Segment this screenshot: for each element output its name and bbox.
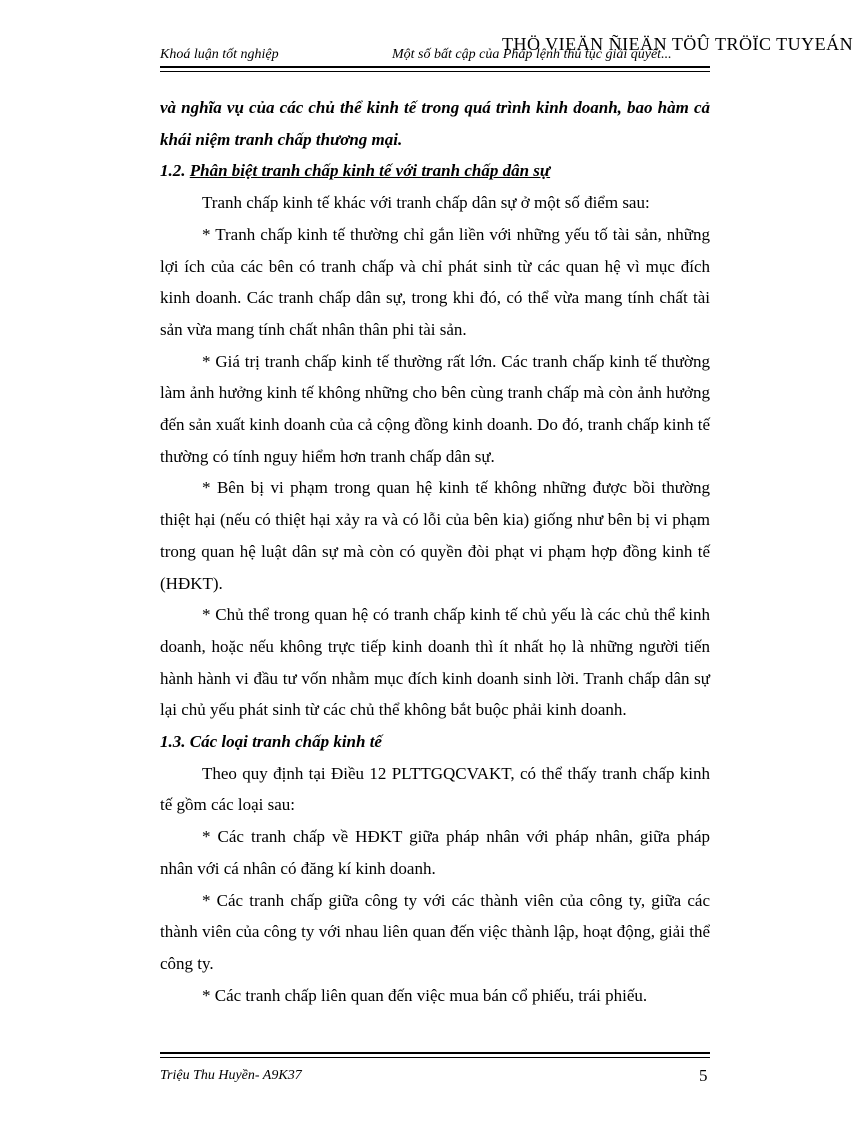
paragraph: * Giá trị tranh chấp kinh tế thường rất lớn. Các tranh chấp kinh tế thường làm ảnh hưởng kinh tế không những cho bên cùng tranh chấp mà còn ảnh hưởng đến sản xuất kinh doanh của cả cộng đồng kinh doanh. Do đó, tranh chấp kinh tế thường có tính nguy hiểm hơn tranh chấp dân sự. — [160, 351, 710, 466]
section-number-1-2: 1.2. — [160, 161, 186, 181]
paragraph: * Các tranh chấp giữa công ty với các thành viên của công ty, giữa các thành viên của công ty với nhau liên quan đến việc thành lập, hoạt động, giải thể công ty. — [160, 890, 710, 973]
header-rule-thin — [160, 71, 710, 72]
page-body — [160, 92, 710, 1011]
footer-rule-thin — [160, 1057, 710, 1058]
section-title-1-2: Phân biệt tranh chấp kinh tế với tranh chấp dân sự — [189, 161, 551, 181]
section-heading-1-2 — [160, 155, 710, 187]
library-watermark: THÖ VIEÄN ÑIEÄN TÖÛ TRÖÏC TUYEÁN — [502, 34, 853, 54]
header-thesis-title: Một số bất cập của Pháp lệnh thủ tục giải quyết... — [392, 47, 672, 62]
header-rule — [160, 66, 710, 68]
paragraph: * Tranh chấp kinh tế thường chỉ gắn liền với những yếu tố tài sản, những lợi ích của các bên có tranh chấp và chỉ phát sinh từ các quan hệ vì mục đích kinh doanh. Các tranh chấp dân sự, trong khi đó, có thể vừa mang tính chất tài sản vừa mang tính chất nhân thân phi tài sản. — [160, 224, 710, 339]
footer-rule — [160, 1052, 710, 1054]
paragraph: * Bên bị vi phạm trong quan hệ kinh tế không những được bồi thường thiệt hại (nếu có thiệt hại xảy ra và có lỗi của bên kia) giống như bên bị vi phạm trong quan hệ luật dân sự mà còn có quyền đòi phạt vi phạm hợp đồng kinh tế (HĐKT). — [160, 478, 710, 593]
paragraph: Tranh chấp kinh tế khác với tranh chấp dân sự ở một số điểm sau: — [202, 193, 650, 213]
header-thesis-label: Khoá luận tốt nghiệp — [160, 47, 279, 62]
footer-author: Triệu Thu Huyền- A9K37 — [160, 1068, 302, 1083]
paragraph: Theo quy định tại Điều 12 PLTTGQCVAKT, có thể thấy tranh chấp kinh tế gồm các loại sau: — [160, 763, 710, 815]
intro-paragraph: và nghĩa vụ của các chủ thể kinh tế trong quá trình kinh doanh, bao hàm cả khái niệm tranh chấp thương mại. — [160, 98, 710, 149]
page-number: 5 — [699, 1066, 708, 1085]
section-heading-1-3: 1.3. Các loại tranh chấp kinh tế — [160, 732, 382, 752]
paragraph: * Các tranh chấp liên quan đến việc mua bán cổ phiếu, trái phiếu. — [202, 985, 648, 1005]
paragraph: * Các tranh chấp về HĐKT giữa pháp nhân với pháp nhân, giữa pháp nhân với cá nhân có đăng kí kinh doanh. — [160, 827, 710, 878]
paragraph: * Chủ thể trong quan hệ có tranh chấp kinh tế chủ yếu là các chủ thể kinh doanh, hoặc nếu không trực tiếp kinh doanh thì ít nhất họ là những người tiến hành hành vi đầu tư vốn nhằm mục đích kinh doanh sinh lời. Tranh chấp dân sự lại chủ yếu phát sinh từ các chủ thể không bắt buộc phải kinh doanh. — [160, 605, 710, 720]
